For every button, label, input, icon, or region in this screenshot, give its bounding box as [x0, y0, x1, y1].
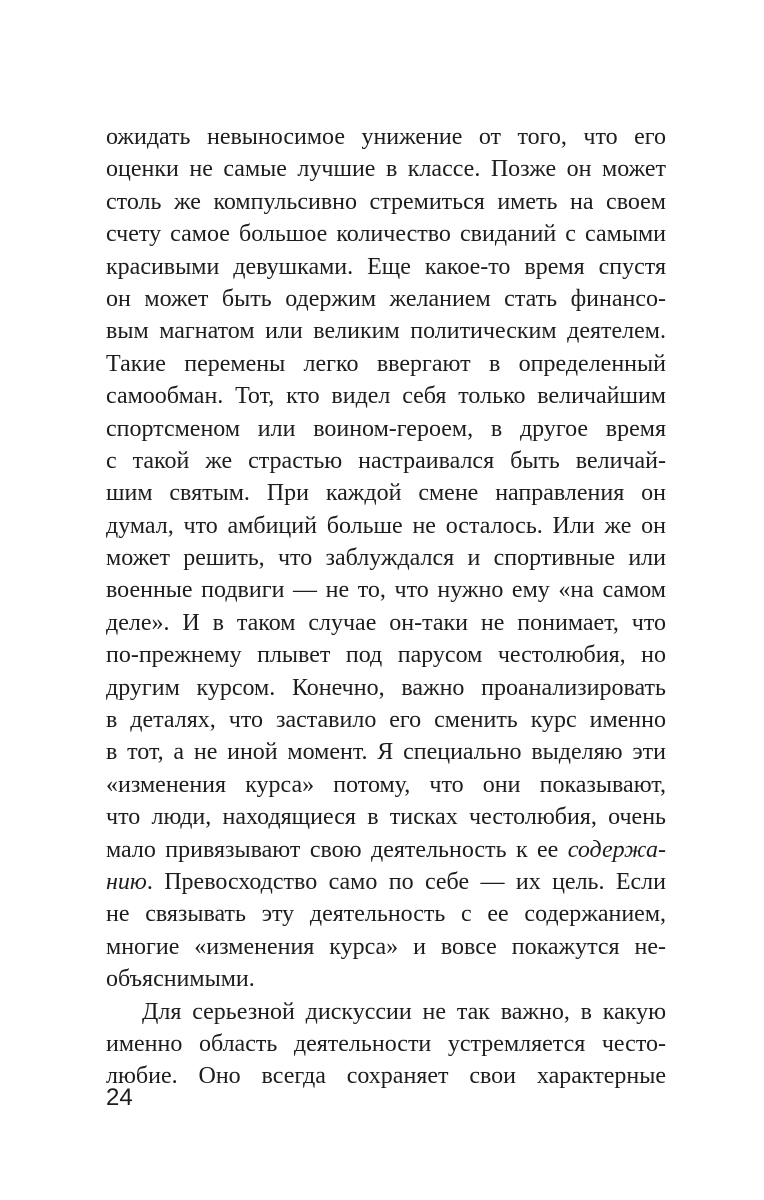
- text-line: вым магнатом или великим политическим деятелем.: [106, 318, 666, 345]
- text-line: многие «изменения курса» и вовсе покажутся не-: [106, 933, 666, 960]
- italic-segment: содержа-: [567, 836, 666, 863]
- text-line: думал, что амбиций больше не осталось. Или же он: [106, 512, 666, 539]
- paragraph-end-line: объяснимыми.: [106, 966, 255, 993]
- text-line: военные подвиги — не то, что нужно ему «на самом: [106, 577, 666, 604]
- text-line: любие. Оно всегда сохраняет свои характерные: [106, 1063, 666, 1090]
- text-line: самообман. Тот, кто видел себя только величайшим: [106, 383, 666, 410]
- page-number: 24: [106, 1084, 133, 1111]
- text-line: не связывать эту деятельность с ее содержанием,: [106, 901, 666, 928]
- text-segment: . Превосходство само по себе — их цель. Если: [146, 868, 666, 895]
- text-line: с такой же страстью настраивался быть величай-: [106, 447, 666, 474]
- text-line: красивыми девушками. Еще какое-то время спустя: [106, 253, 666, 280]
- text-line: по-прежнему плывет под парусом честолюбия, но: [106, 642, 666, 669]
- text-line: другим курсом. Конечно, важно проанализировать: [106, 674, 666, 701]
- text-line: столь же компульсивно стремиться иметь на своем: [106, 188, 666, 215]
- italic-segment: нию: [106, 868, 147, 895]
- text-line: оценки не самые лучшие в классе. Позже он может: [106, 156, 666, 183]
- text-line: спортсменом или воином-героем, в другое время: [106, 415, 666, 442]
- text-line: «изменения курса» потому, что они показывают,: [106, 771, 666, 798]
- text-line: что люди, находящиеся в тисках честолюбия, очень: [106, 804, 666, 831]
- text-line: именно область деятельности устремляется често-: [106, 1030, 666, 1057]
- text-line: счету самое большое количество свиданий с самыми: [106, 221, 666, 248]
- paragraph-start-line: Для серьезной дискуссии не так важно, в какую: [142, 998, 666, 1025]
- body-text: [106, 121, 666, 1093]
- text-line: в деталях, что заставило его сменить курс именно: [106, 707, 666, 734]
- text-line: он может быть одержим желанием стать финансо-: [106, 285, 666, 312]
- text-line: может решить, что заблуждался и спортивные или: [106, 545, 666, 572]
- text-line-with-italic: [106, 866, 666, 898]
- text-line: в тот, а не иной момент. Я специально выделяю эти: [106, 739, 666, 766]
- text-line-with-italic: [106, 834, 666, 866]
- text-segment: мало привязывают свою деятельность к ее: [106, 836, 568, 863]
- text-line: шим святым. При каждой смене направления он: [106, 480, 666, 507]
- text-line: ожидать невыносимое унижение от того, что его: [106, 124, 666, 150]
- text-line: Такие перемены легко ввергают в определенный: [106, 350, 666, 377]
- text-line: деле». И в таком случае он-таки не понимает, что: [106, 609, 666, 636]
